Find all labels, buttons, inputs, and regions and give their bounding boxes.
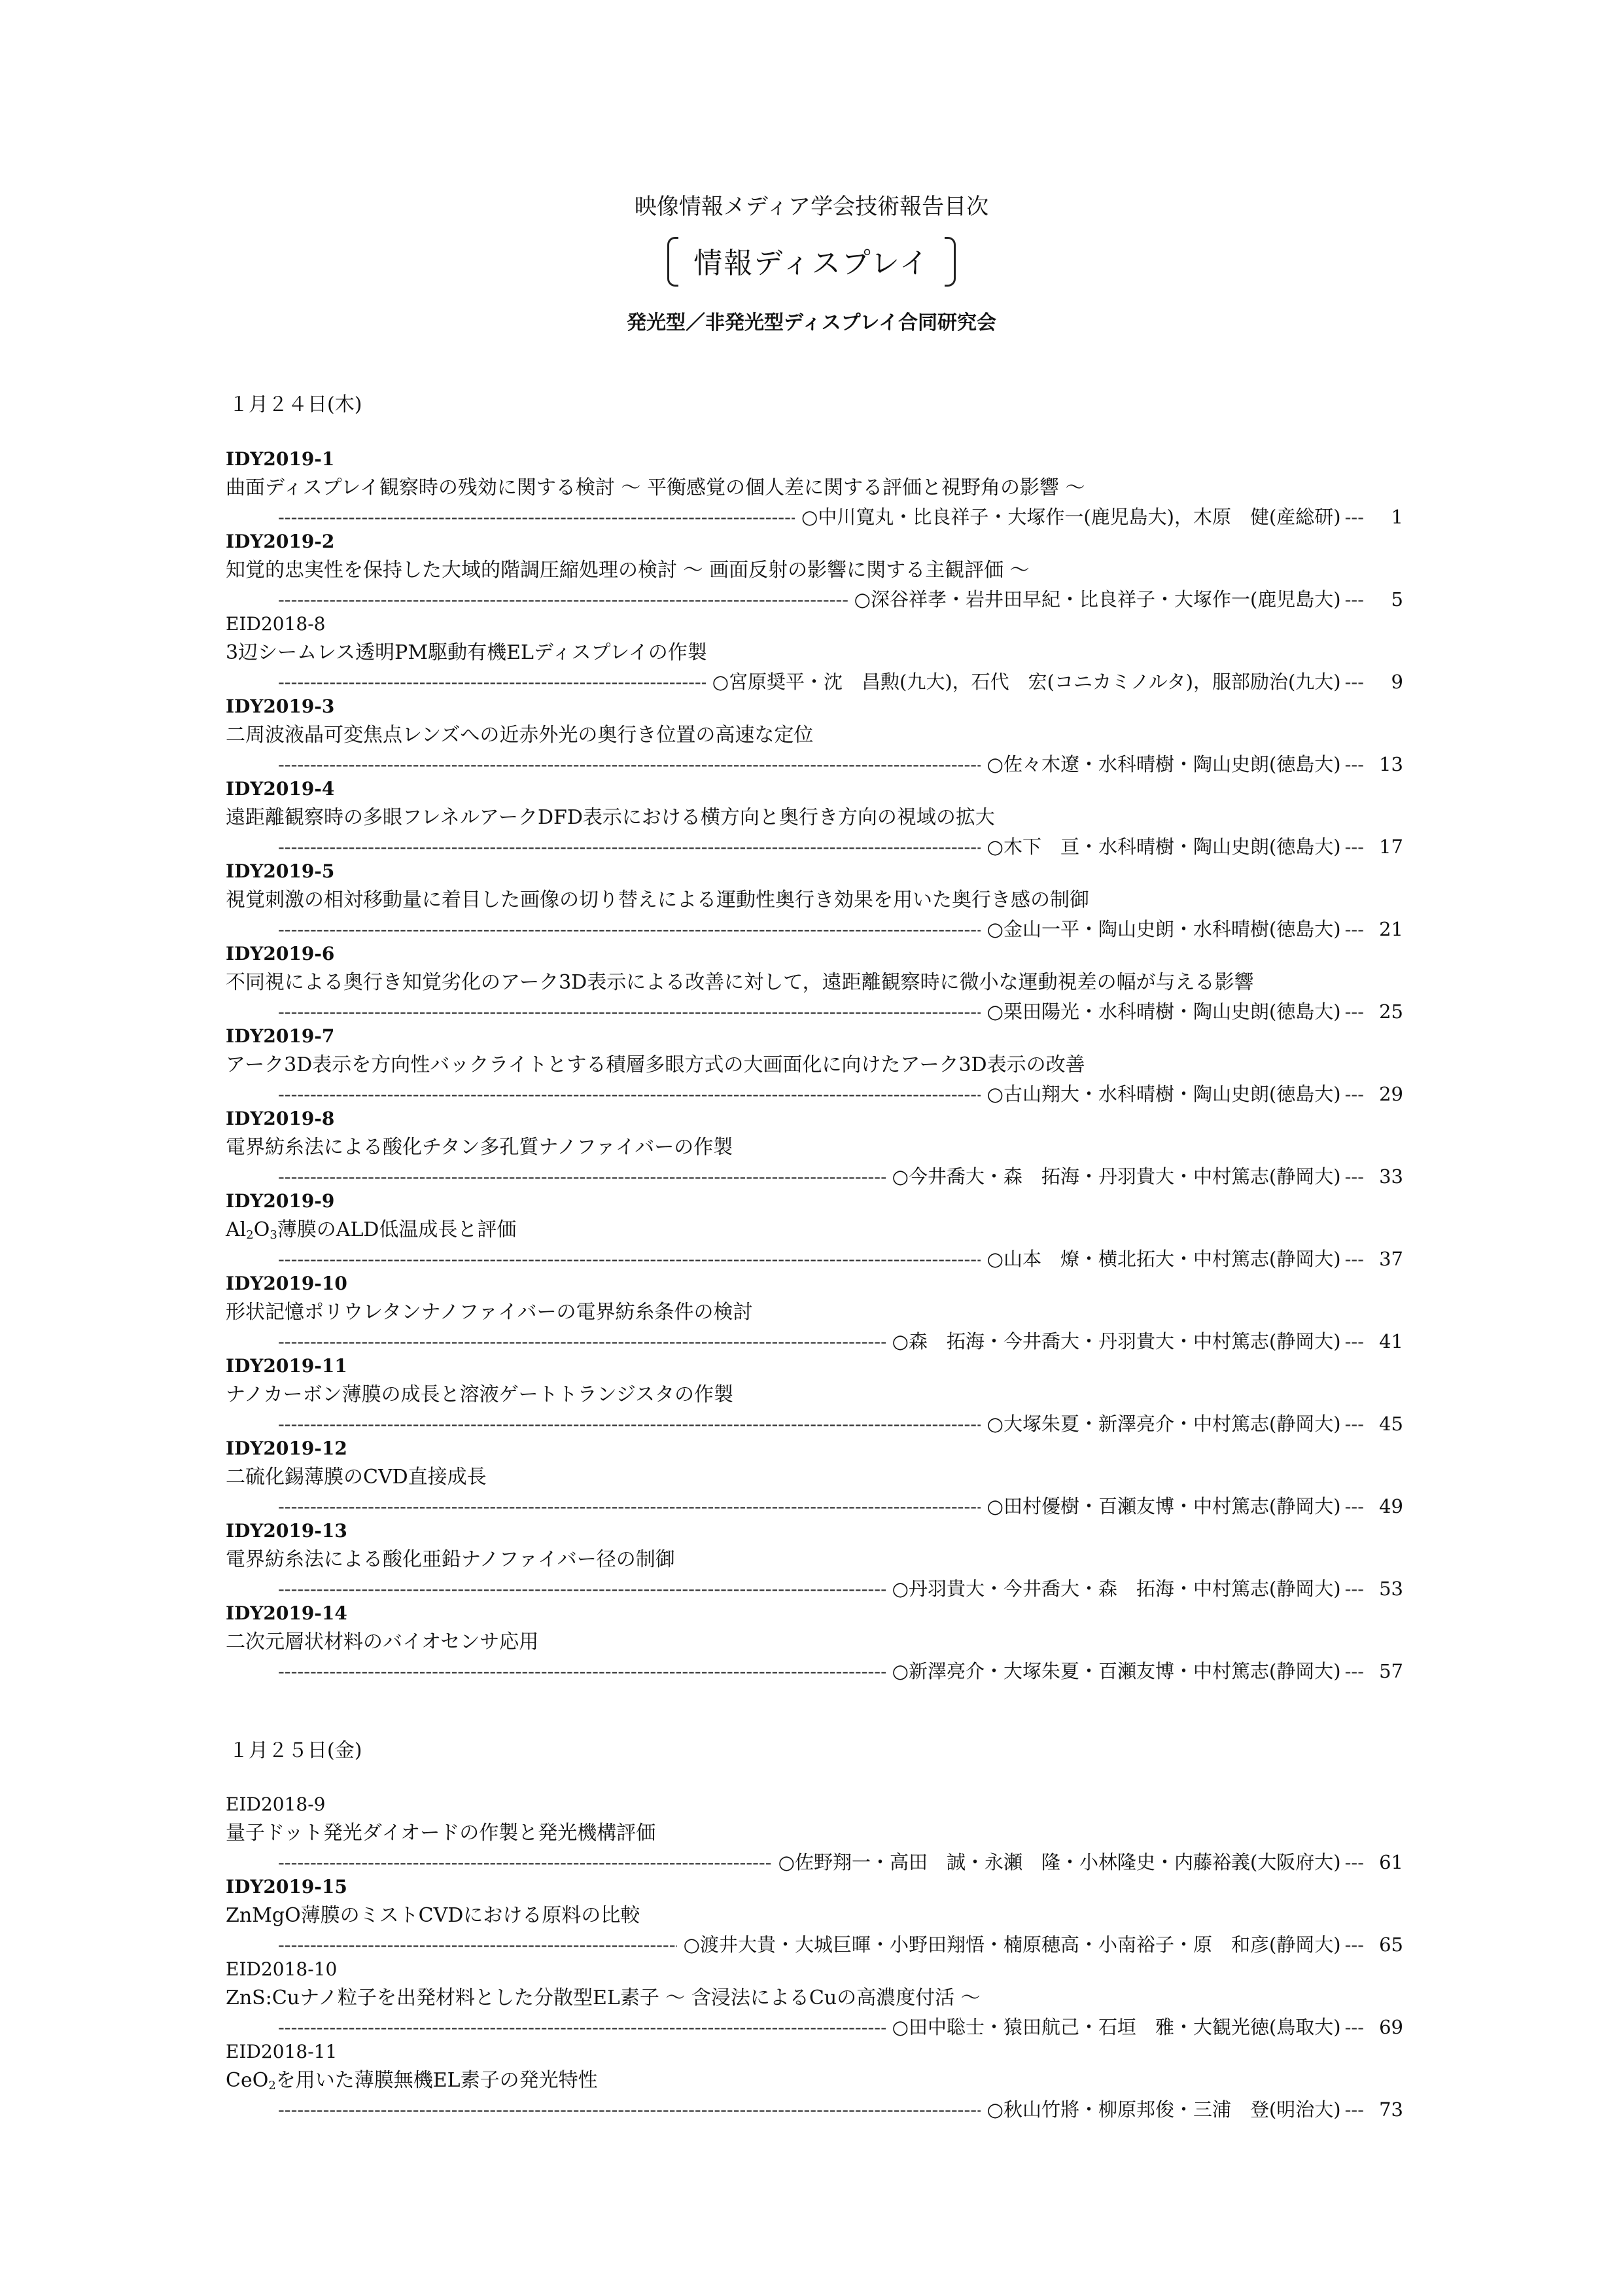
entry-id: EID2018-9 bbox=[226, 1793, 326, 1815]
title-subscript: 2 bbox=[268, 2079, 276, 2093]
entry-authors: ○秋山竹將・柳原邦俊・三浦 登(明治大) bbox=[986, 2098, 1341, 2121]
entry-authors: ○大塚朱夏・新澤亮介・中村篤志(静岡大) bbox=[986, 1413, 1341, 1435]
title-subscript: 3 bbox=[270, 1228, 277, 1242]
entry-id: IDY2019-9 bbox=[226, 1190, 335, 1212]
page-number: 41 bbox=[1379, 1330, 1403, 1352]
entry-title: 電界紡糸法による酸化亜鉛ナノファイバー径の制御 bbox=[226, 1548, 675, 1571]
trailing-dashes: --- bbox=[1344, 753, 1364, 775]
entry-authors: ○山本 燎・横北拓大・中村篤志(静岡大) bbox=[986, 1248, 1341, 1270]
entry-title: ZnMgO薄膜のミストCVDにおける原料の比較 bbox=[226, 1904, 640, 1927]
entry-title: ZnS:Cuナノ粒子を出発材料とした分散型EL素子 ～ 含浸法によるCuの高濃度付活 ～ bbox=[226, 1987, 981, 2009]
page-number: 17 bbox=[1379, 836, 1403, 858]
toc-entry bbox=[226, 527, 1403, 614]
entry-authors: ○佐野翔一・高田 誠・永瀬 隆・小林隆史・内藤裕義(大阪府大) bbox=[778, 1851, 1341, 1873]
page-number: 57 bbox=[1379, 1660, 1403, 1682]
trailing-dashes: --- bbox=[1344, 1495, 1364, 1517]
left-bracket-icon bbox=[667, 237, 678, 287]
title-part: 薄膜のALD低温成長と評価 bbox=[277, 1218, 517, 1241]
entry-id: IDY2019-3 bbox=[226, 696, 335, 717]
entry-authors: ○今井喬大・森 拓海・丹羽貴大・中村篤志(静岡大) bbox=[892, 1165, 1341, 1188]
entry-title: 知覚的忠実性を保持した大域的階調圧縮処理の検討 ～ 画面反射の影響に関する主観評価 ～ bbox=[226, 559, 1030, 582]
trailing-dashes: --- bbox=[1344, 918, 1364, 940]
entry-title: 電界紡糸法による酸化チタン多孔質ナノファイバーの作製 bbox=[226, 1136, 733, 1159]
report-title: 映像情報メディア学会技術報告目次 bbox=[634, 194, 989, 220]
right-bracket-icon bbox=[945, 237, 956, 287]
toc-entry bbox=[226, 692, 1403, 779]
meeting-subtitle: 発光型／非発光型ディスプレイ合同研究会 bbox=[627, 311, 996, 334]
trailing-dashes: --- bbox=[1344, 506, 1364, 528]
trailing-dashes: --- bbox=[1344, 1578, 1364, 1600]
entry-authors: ○渡井大貴・大城巨暉・小野田翔悟・楠原穂高・小南裕子・原 和彦(静岡大) bbox=[683, 1934, 1341, 1956]
entry-id: IDY2019-12 bbox=[226, 1438, 347, 1459]
trailing-dashes: --- bbox=[1344, 1330, 1364, 1352]
section-heading bbox=[667, 237, 956, 284]
trailing-dashes: --- bbox=[1344, 1413, 1364, 1435]
entry-id: IDY2019-1 bbox=[226, 448, 335, 470]
entry-id: IDY2019-6 bbox=[226, 943, 335, 964]
trailing-dashes: --- bbox=[1344, 1000, 1364, 1023]
section-label: 情報ディスプレイ bbox=[693, 247, 930, 280]
page-number: 13 bbox=[1379, 753, 1403, 775]
page-number: 25 bbox=[1379, 1000, 1403, 1023]
entry-id: IDY2019-13 bbox=[226, 1520, 347, 1542]
toc-entry bbox=[226, 1790, 1403, 1877]
entry-title: 量子ドット発光ダイオードの作製と発光機構評価 bbox=[226, 1822, 656, 1845]
entry-title: ナノカーボン薄膜の成長と溶液ゲートトランジスタの作製 bbox=[226, 1383, 733, 1406]
entry-title: 二硫化錫薄膜のCVD直接成長 bbox=[226, 1466, 487, 1489]
toc-entry bbox=[226, 1517, 1403, 1603]
trailing-dashes: --- bbox=[1344, 1934, 1364, 1956]
entry-authors: ○宮原奨平・沈 昌勲(九大)，石代 宏(コニカミノルタ)，服部励治(九大) bbox=[712, 671, 1341, 693]
toc-entry bbox=[226, 445, 1403, 531]
day-heading: １月２５日(金) bbox=[229, 1739, 362, 1762]
page-number: 73 bbox=[1379, 2098, 1403, 2121]
page-number: 49 bbox=[1379, 1495, 1403, 1517]
entry-id: IDY2019-4 bbox=[226, 778, 335, 800]
trailing-dashes: --- bbox=[1344, 1165, 1364, 1188]
entry-title bbox=[226, 1216, 1403, 1245]
trailing-dashes: --- bbox=[1344, 1660, 1364, 1682]
trailing-dashes: --- bbox=[1344, 1851, 1364, 1873]
entry-authors: ○中川寛丸・比良祥子・大塚作一(鹿児島大)，木原 健(産総研) bbox=[801, 506, 1341, 528]
title-part: Al bbox=[226, 1218, 247, 1241]
trailing-dashes: --- bbox=[1344, 1248, 1364, 1270]
entry-id: IDY2019-8 bbox=[226, 1108, 335, 1129]
entry-id: EID2018-11 bbox=[226, 2041, 338, 2062]
author-line bbox=[226, 2095, 1403, 2124]
toc-entry bbox=[226, 1599, 1403, 1686]
page-number: 1 bbox=[1391, 506, 1403, 528]
trailing-dashes: --- bbox=[1344, 2016, 1364, 2038]
title-part: CeO bbox=[226, 2069, 269, 2092]
page-number: 5 bbox=[1391, 588, 1403, 610]
toc-entry bbox=[226, 857, 1403, 944]
entry-title: 二次元層状材料のバイオセンサ応用 bbox=[226, 1631, 539, 1653]
title-subscript: 2 bbox=[246, 1228, 254, 1242]
entry-id: EID2018-8 bbox=[226, 613, 326, 635]
page-number: 65 bbox=[1379, 1934, 1403, 1956]
entry-title: アーク3D表示を方向性バックライトとする積層多眼方式の大画面化に向けたアーク3D表示の改善 bbox=[226, 1053, 1085, 1076]
leader-dashes bbox=[278, 2095, 981, 2124]
day-heading: １月２４日(木) bbox=[229, 393, 362, 416]
page-number: 61 bbox=[1379, 1851, 1403, 1873]
page-number: 69 bbox=[1379, 2016, 1403, 2038]
entry-id: IDY2019-5 bbox=[226, 860, 335, 882]
leader-dashes bbox=[278, 1657, 886, 1686]
author-line bbox=[226, 1657, 1403, 1686]
entry-id: IDY2019-14 bbox=[226, 1602, 347, 1624]
entry-authors: ○佐々木遼・水科晴樹・陶山史朗(徳島大) bbox=[986, 753, 1341, 775]
page-number: 37 bbox=[1379, 1248, 1403, 1270]
toc-entry bbox=[226, 1873, 1403, 1959]
entry-authors: ○栗田陽光・水科晴樹・陶山史朗(徳島大) bbox=[986, 1000, 1341, 1023]
trailing-dashes: --- bbox=[1344, 588, 1364, 610]
toc-entry bbox=[226, 1352, 1403, 1438]
entry-authors: ○木下 亘・水科晴樹・陶山史朗(徳島大) bbox=[986, 836, 1341, 858]
entry-authors: ○金山一平・陶山史朗・水科晴樹(徳島大) bbox=[986, 918, 1341, 940]
page-number: 45 bbox=[1379, 1413, 1403, 1435]
entry-authors: ○新澤亮介・大塚朱夏・百瀬友博・中村篤志(静岡大) bbox=[892, 1660, 1341, 1682]
entry-title: 曲面ディスプレイ観察時の残効に関する検討 ～ 平衡感覚の個人差に関する評価と視野角の影響 ～ bbox=[226, 476, 1085, 499]
entry-title: 遠距離観察時の多眼フレネルアークDFD表示における横方向と奥行き方向の視域の拡大 bbox=[226, 806, 995, 829]
page-number: 33 bbox=[1379, 1165, 1403, 1188]
title-part: を用いた薄膜無機EL素子の発光特性 bbox=[275, 2069, 598, 2092]
toc-entry bbox=[226, 1269, 1403, 1356]
entry-title: 形状記憶ポリウレタンナノファイバーの電界紡糸条件の検討 bbox=[226, 1301, 753, 1324]
toc-entry bbox=[226, 610, 1403, 696]
toc-entry bbox=[226, 2038, 1403, 2124]
page-number: 9 bbox=[1391, 671, 1403, 693]
entry-id: IDY2019-2 bbox=[226, 531, 335, 552]
entry-authors: ○丹羽貴大・今井喬大・森 拓海・中村篤志(静岡大) bbox=[892, 1578, 1341, 1600]
entry-title: 3辺シームレス透明PM駆動有機ELディスプレイの作製 bbox=[226, 641, 707, 664]
entry-id: IDY2019-7 bbox=[226, 1025, 335, 1047]
trailing-dashes: --- bbox=[1344, 2098, 1364, 2121]
toc-entry bbox=[226, 1187, 1403, 1273]
entry-title: 視覚刺激の相対移動量に着目した画像の切り替えによる運動性奥行き効果を用いた奥行き感の制御 bbox=[226, 889, 1089, 911]
toc-entry bbox=[226, 1104, 1403, 1191]
toc-entry bbox=[226, 940, 1403, 1026]
entry-id: EID2018-10 bbox=[226, 1958, 338, 1980]
entry-title: 二周波液晶可変焦点レンズへの近赤外光の奥行き位置の高速な定位 bbox=[226, 724, 814, 747]
toc-entry bbox=[226, 1434, 1403, 1521]
entry-authors: ○深谷祥孝・岩井田早紀・比良祥子・大塚作一(鹿児島大) bbox=[854, 588, 1341, 610]
page-number: 21 bbox=[1379, 918, 1403, 940]
trailing-dashes: --- bbox=[1344, 671, 1364, 693]
entry-id: IDY2019-11 bbox=[226, 1355, 347, 1377]
entry-authors: ○田中聡士・猿田航己・石垣 雅・大観光徳(鳥取大) bbox=[892, 2016, 1341, 2038]
entry-authors: ○古山翔大・水科晴樹・陶山史朗(徳島大) bbox=[986, 1083, 1341, 1105]
entry-title bbox=[226, 2066, 1403, 2095]
toc-entry bbox=[226, 1022, 1403, 1108]
toc-entry bbox=[226, 1955, 1403, 2041]
entry-authors: ○森 拓海・今井喬大・丹羽貴大・中村篤志(静岡大) bbox=[892, 1330, 1341, 1352]
page-number: 29 bbox=[1379, 1083, 1403, 1105]
title-part: O bbox=[253, 1218, 270, 1241]
entry-id: IDY2019-10 bbox=[226, 1273, 347, 1294]
trailing-dashes: --- bbox=[1344, 1083, 1364, 1105]
entry-id: IDY2019-15 bbox=[226, 1876, 347, 1898]
entry-authors: ○田村優樹・百瀬友博・中村篤志(静岡大) bbox=[986, 1495, 1341, 1517]
entry-title: 不同視による奥行き知覚劣化のアーク3D表示による改善に対して，遠距離観察時に微小な運動視差の幅が与える影響 bbox=[226, 971, 1254, 994]
trailing-dashes: --- bbox=[1344, 836, 1364, 858]
page-number: 53 bbox=[1379, 1578, 1403, 1600]
toc-entry bbox=[226, 775, 1403, 861]
